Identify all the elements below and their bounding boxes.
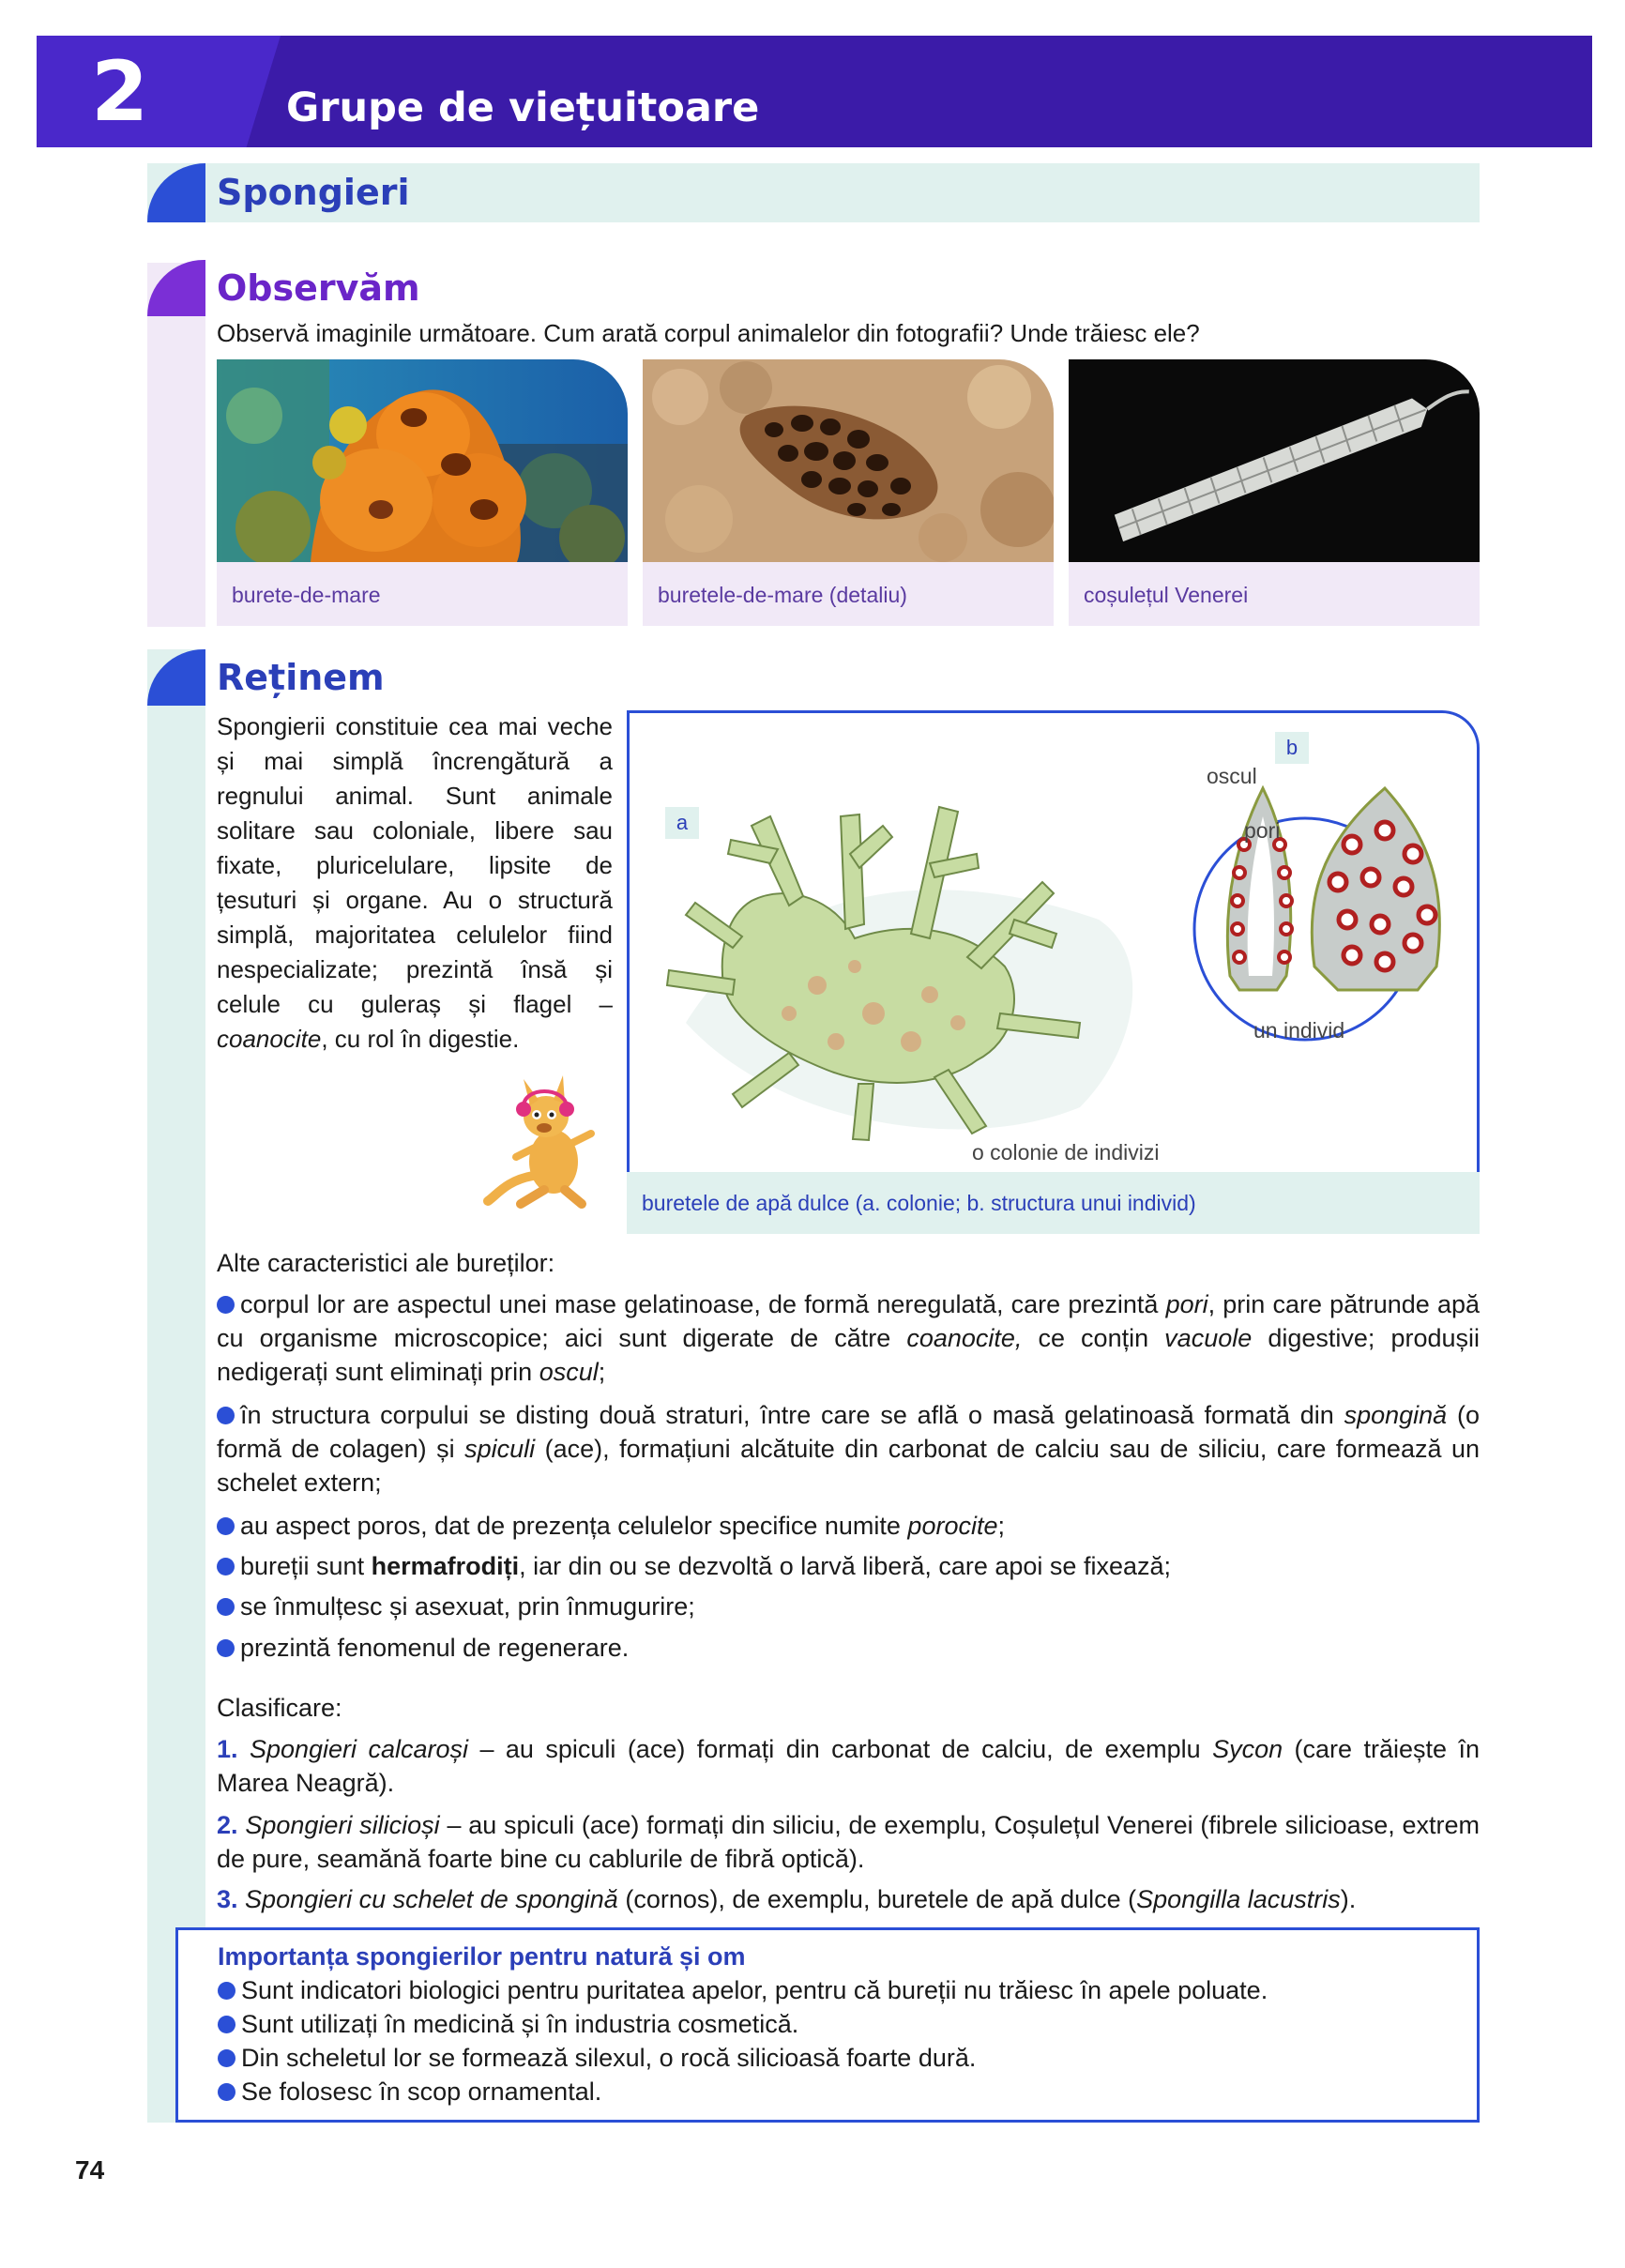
- bullet-icon: [217, 1517, 235, 1535]
- osculum-label: oscul: [1207, 764, 1257, 788]
- photo-caption: buretele-de-mare (detaliu): [643, 562, 1054, 626]
- term-coanocite: coanocite: [217, 1025, 322, 1053]
- observam-title: Observăm: [217, 267, 420, 309]
- list-item: Sunt utilizați în medicină și în industria cosmetică.: [218, 2007, 1477, 2041]
- chapter-number: 2: [91, 43, 149, 140]
- bullet-icon: [217, 1296, 235, 1314]
- page-number: 74: [75, 2155, 105, 2184]
- characteristics-intro: Alte caracteristici ale bureților:: [217, 1249, 555, 1277]
- list-item: în structura corpului se disting două straturi, între care se află o masă gelatinoasă formată din spongină (o formă de colagen) și spiculi (ace), formațiuni alcătuite din carbonat de calciu sau de siliciu, care formează un schelet extern;: [217, 1401, 1480, 1497]
- classification-item: 1. Spongieri calcaroși – au spiculi (ace) formați din carbonat de calciu, de exemplu Sycon (care trăiește în Marea Neagră).: [217, 1735, 1480, 1797]
- photo-venus-basket: [1069, 359, 1480, 562]
- sponge-figure: [627, 710, 1480, 1172]
- left-strip: [147, 649, 205, 2123]
- photo-sea-sponge: [217, 359, 628, 562]
- photo-sponge-detail: [643, 359, 1054, 562]
- section-title: Spongieri: [217, 172, 410, 213]
- bullet-icon: [217, 1639, 235, 1657]
- list-item: au aspect poros, dat de prezența celulelor specifice numite porocite;: [217, 1509, 1480, 1543]
- chapter-number-box: [37, 36, 281, 147]
- list-item: se înmulțesc și asexuat, prin înmugurire;: [217, 1590, 1480, 1623]
- bullet-icon: [218, 2083, 235, 2101]
- classification-item: 3. Spongieri cu schelet de spongină (cornos), de exemplu, buretele de apă dulce (Spongilla lacustris).: [217, 1885, 1357, 1913]
- chapter-header: [37, 36, 1592, 147]
- list-item: bureții sunt hermafrodiți, iar din ou se dezvoltă o larvă liberă, care apoi se fixează;: [217, 1549, 1480, 1583]
- retinem-title: Reținem: [217, 657, 385, 698]
- left-strip: [147, 263, 205, 627]
- figure-caption: buretele de apă dulce (a. colonie; b. structura unui individ): [627, 1172, 1480, 1234]
- bullet-icon: [218, 1982, 235, 2000]
- observam-prompt: Observă imaginile următoare. Cum arată corpul animalelor din fotografii? Unde trăiesc ele?: [217, 319, 1200, 347]
- kangaroo-mascot-icon: [478, 1068, 610, 1209]
- importance-title: Importanța spongierilor pentru natură și om: [218, 1942, 746, 1971]
- list-item: prezintă fenomenul de regenerare.: [217, 1631, 1480, 1665]
- list-item: Sunt indicatori biologici pentru puritatea apelor, pentru că bureții nu trăiesc în apele poluate.: [218, 1973, 1477, 2007]
- classification-intro: Clasificare:: [217, 1694, 342, 1722]
- colony-label: o colonie de indivizi: [972, 1140, 1160, 1164]
- individual-label: un individ: [1253, 1018, 1345, 1043]
- bullet-icon: [218, 2016, 235, 2033]
- bullet-icon: [218, 2049, 235, 2067]
- list-item: Se folosesc în scop ornamental.: [218, 2075, 1477, 2108]
- pores-label: pori: [1244, 818, 1281, 843]
- list-item: Din scheletul lor se formează silexul, o rocă silicioasă foarte dură.: [218, 2041, 1477, 2075]
- retinem-paragraph: Spongierii constituie cea mai veche și mai simplă încrengătură a regnului animal. Sunt animale solitare sau coloniale, libere sau fixate, pluricelulare, lipsite de țesuturi și organe. Au o structură simplă, majoritatea celulelor fiind nespecializate; prezintă însă și celule cu guleraș și flagel – coanocite, cu rol în digestie.: [217, 712, 613, 1053]
- figure-label-b: b: [1275, 732, 1309, 764]
- importance-box: [175, 1927, 1480, 2123]
- bullet-icon: [217, 1558, 235, 1575]
- chapter-title: Grupe de viețuitoare: [286, 84, 760, 131]
- photo-caption: burete-de-mare: [217, 562, 628, 626]
- photo-caption: coșulețul Venerei: [1069, 562, 1480, 626]
- bullet-icon: [217, 1598, 235, 1616]
- bullet-icon: [217, 1407, 235, 1424]
- list-item: corpul lor are aspectul unei mase gelatinoase, de formă neregulată, care prezintă pori, prin care pătrunde apă cu organisme microscopice; aici sunt digerate de către coanocite, ce conțin vacuole digestive; produșii nedigerați sunt eliminați prin oscul;: [217, 1290, 1480, 1386]
- figure-label-a: a: [665, 807, 699, 839]
- classification-item: 2. Spongieri silicioși – au spiculi (ace) formați din siliciu, de exemplu, Coșulețul Venerei (fibrele silicioase, extrem de pure, seamănă foarte bine cu cablurile de fibră optică).: [217, 1811, 1480, 1873]
